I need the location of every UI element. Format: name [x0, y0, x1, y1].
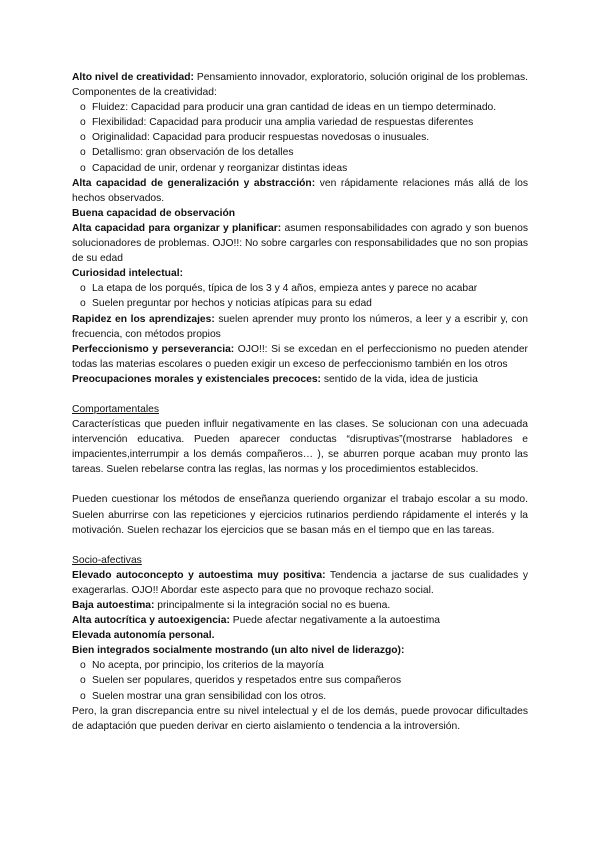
list-item: o Originalidad: Capacidad para producir respuestas novedosas o inusuales. — [72, 130, 528, 145]
rapidez-paragraph: Rapidez en los aprendizajes: suelen aprender muy pronto los números, a leer y a escribir y, con frecuencia, con métodos propios — [72, 313, 529, 340]
generalizacion-paragraph: Alta capacidad de generalización y abstracción: ven rápidamente relaciones más allá de los hechos observados. — [72, 177, 528, 204]
curiosidad-paragraph: Curiosidad intelectual: — [72, 268, 183, 280]
list-item: o Capacidad de unir, ordenar y reorganizar distintas ideas — [72, 161, 528, 176]
comportamentales-paragraph-2: Pueden cuestionar los métodos de enseñanza queriendo organizar el trabajo escolar a su modo. Suelen aburrirse con las repeticiones y ejercicios rutinarios perdiendo rápidamente el interés y la motivación. Suelen rechazar los ejercicios que se basan más en el tiempo que en las tareas. — [72, 494, 528, 536]
baja-autoestima-paragraph: Baja autoestima: principalmente si la integración social no es buena. — [72, 600, 391, 611]
comportamentales-heading: Comportamentales — [72, 403, 159, 415]
integrados-paragraph: Bien integrados socialmente mostrando (un alto nivel de liderazgo): — [72, 645, 405, 657]
bullet-icon: o — [80, 147, 86, 159]
list-item: o Flexibilidad: Capacidad para producir una amplia variedad de respuestas diferentes — [72, 115, 528, 130]
list-item: o No acepta, por principio, los criterios de la mayoría — [72, 658, 528, 673]
bullet-icon: o — [80, 675, 86, 687]
socioafectivas-heading: Socio-afectivas — [72, 554, 142, 566]
autonomia-paragraph: Elevada autonomía personal. — [72, 630, 215, 642]
creatividad-label: Alto nivel de creatividad: — [72, 72, 194, 83]
creatividad-text: Pensamiento innovador, exploratorio, solución original de los problemas. Componentes de la creatividad: — [72, 72, 528, 99]
bullet-icon: o — [80, 660, 86, 672]
comportamentales-paragraph-1: Características que pueden influir negativamente en las clases. Se solucionan con una adecuada intervención educativa. Pueden aparecer conductas “disruptivas”(mostrarse habladores e impacientes,interrumpir a los demás compañeros… ), se aburren porque acaban muy pronto las tareas. Suelen rebelarse contra las reglas, las normas y los procedimientos establecidos. — [72, 419, 528, 476]
spacer — [72, 387, 528, 402]
bullet-icon: o — [80, 102, 86, 114]
bullet-icon: o — [80, 283, 86, 295]
bullet-icon: o — [80, 132, 86, 144]
list-item: o La etapa de los porqués, típica de los 3 y 4 años, empieza antes y parece no acabar — [72, 281, 528, 296]
bullet-icon: o — [80, 690, 86, 702]
list-item: o Detallismo: gran observación de los detalles — [72, 145, 528, 160]
list-item: o Suelen ser populares, queridos y respetados entre sus compañeros — [72, 673, 528, 688]
preocupaciones-paragraph: Preocupaciones morales y existenciales precoces: sentido de la vida, idea de justicia — [72, 373, 478, 385]
final-paragraph: Pero, la gran discrepancia entre su nivel intelectual y el de los demás, puede provocar dificultades de adaptación que pueden derivar en cierto aislamiento o tendencia a la introversión. — [72, 705, 528, 732]
observacion-paragraph: Buena capacidad de observación — [72, 207, 236, 219]
organizar-paragraph: Alta capacidad para organizar y planificar: asumen responsabilidades con agrado y son buenos solucionadores de problemas. OJO!!: No sobre cargarles con responsabilidades que no son propias de su edad — [72, 222, 528, 265]
list-item: o Suelen preguntar por hechos y noticias atípicas para su edad — [72, 296, 528, 311]
bullet-icon: o — [80, 298, 86, 310]
spacer — [72, 477, 528, 492]
spacer — [72, 538, 528, 553]
list-item: o Suelen mostrar una gran sensibilidad con los otros. — [72, 689, 528, 704]
autocritica-paragraph: Alta autocrítica y autoexigencia: Puede afectar negativamente a la autoestima — [72, 615, 441, 627]
bullet-icon: o — [80, 162, 86, 174]
bullet-icon: o — [80, 117, 86, 129]
autoconcepto-paragraph: Elevado autoconcepto y autoestima muy positiva: Tendencia a jactarse de sus cualidades y exagerarlas. OJO!! Abordar este aspecto para que no provoque rechazo social. — [72, 569, 528, 596]
creatividad-paragraph — [72, 70, 528, 100]
perfeccionismo-paragraph: Perfeccionismo y perseverancia: OJO!!: Si se excedan en el perfeccionismo no pueden atender todas las materias escolares o pueden exigir un exceso de perfeccionismo también en los otros — [72, 343, 528, 370]
list-item: o Fluidez: Capacidad para producir una gran cantidad de ideas en un tiempo determinado. — [72, 100, 528, 115]
